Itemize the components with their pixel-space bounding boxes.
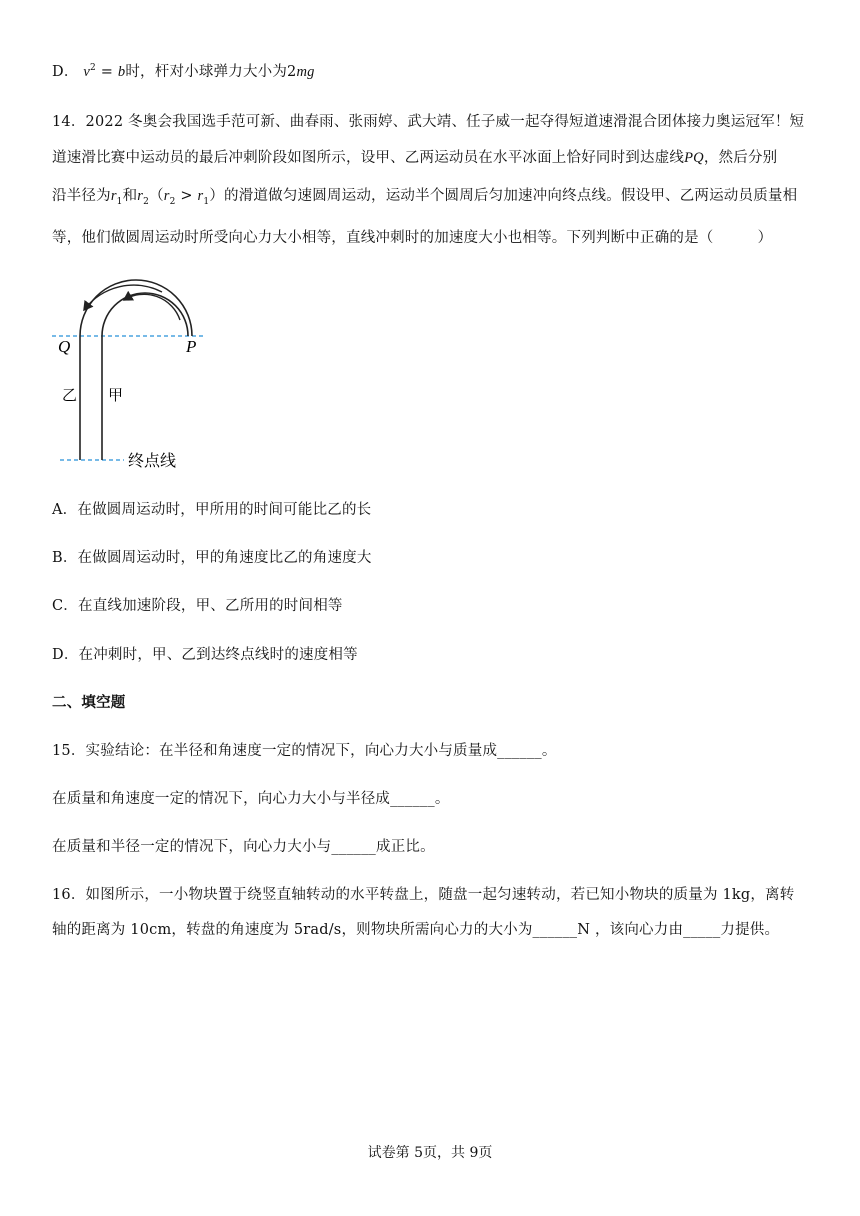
answer-blank: ______	[390, 791, 435, 807]
label-jia: 甲	[108, 386, 124, 404]
label-p: P	[186, 337, 197, 356]
label-q: Q	[58, 337, 71, 356]
q14-track-figure	[52, 270, 212, 475]
section-heading-fill-in: 二、填空题	[52, 694, 126, 711]
outer-track-yi	[80, 280, 192, 460]
text: 沿半径为	[52, 188, 111, 204]
text: 在质量和半径一定的情况下，向心力大小与	[52, 839, 332, 855]
text: 成正比。	[376, 839, 435, 855]
direction-arrow-inner	[124, 294, 180, 320]
var-mg: mg	[296, 64, 315, 80]
var-pq: PQ	[684, 150, 704, 166]
text: 和	[122, 188, 138, 204]
var-r2: r	[137, 188, 144, 204]
text: 力提供。	[720, 922, 780, 938]
inner-track-jia	[102, 293, 188, 460]
paren: （	[149, 188, 164, 204]
direction-arrow-outer	[84, 285, 162, 310]
text: 15．实验结论：在半径和角速度一定的情况下，向心力大小与质量成	[52, 743, 498, 759]
subscript: 2	[143, 196, 150, 207]
page-footer: 试卷第 5页，共 9页	[367, 1145, 493, 1161]
var-b: b	[117, 64, 126, 80]
q14-stem-line2	[52, 146, 777, 167]
paren: ）	[209, 188, 225, 204]
answer-blank: ______	[331, 839, 377, 855]
q15-line2	[52, 787, 450, 808]
q14-option-c: C．在直线加速阶段，甲、乙所用的时间相等	[52, 598, 343, 614]
text: N ，该向心力由	[577, 922, 684, 938]
option-text: 时，杆对小球弹力大小为	[125, 64, 288, 80]
equals: =	[95, 64, 118, 80]
subscript: 1	[116, 196, 123, 207]
q14-stem-line4: 等，他们做圆周运动时所受向心力大小相等，直线冲刺时的加速度大小也相等。下列判断中正确的是（ ）	[52, 230, 773, 246]
q16-line1: 16．如图所示，一小物块置于绕竖直轴转动的水平转盘上，随盘一起匀速转动，若已知小物块的质量为 1kg，离转	[52, 887, 795, 903]
q13-option-d	[52, 60, 315, 81]
answer-blank: _____	[683, 922, 721, 938]
text: 在质量和角速度一定的情况下，向心力大小与半径成	[52, 791, 391, 807]
option-label: D．	[52, 64, 79, 80]
q14-option-a: A．在做圆周运动时，甲所用的时间可能比乙的长	[52, 502, 372, 518]
var-v: v	[83, 64, 90, 80]
var-r1: r	[110, 188, 117, 204]
q14-stem-line3	[52, 184, 797, 207]
subscript: 1	[203, 196, 210, 207]
text: 。	[434, 791, 450, 807]
q14-stem-line1: 14．2022 冬奥会我国选手范可新、曲春雨、张雨婷、武大靖、任子威一起夺得短道速滑混合团体接力奥运冠军！短	[52, 114, 805, 130]
subscript: 2	[169, 196, 176, 207]
text: 的滑道做匀速圆周运动，运动半个圆周后匀加速冲向终点线。假设甲、乙两运动员质量相	[224, 188, 798, 204]
answer-blank: ______	[497, 743, 542, 759]
text: 道速滑比赛中运动员的最后冲刺阶段如图所示，设甲、乙两运动员在水平冰面上恰好同时到达虚线	[52, 150, 685, 166]
text: ，然后分别	[703, 150, 778, 166]
var-r2: r	[163, 188, 170, 204]
coefficient: 2	[287, 64, 297, 80]
q15-line1	[52, 739, 557, 760]
label-yi: 乙	[62, 386, 78, 404]
label-finish-line: 终点线	[128, 451, 177, 470]
text: 。	[541, 743, 557, 759]
q14-option-d: D．在冲刺时，甲、乙到达终点线时的速度相等	[52, 647, 358, 663]
gt: >	[175, 188, 198, 204]
q15-line3	[52, 835, 435, 856]
q16-line2	[52, 918, 779, 939]
answer-blank: ______	[532, 922, 578, 938]
exponent: 2	[89, 63, 96, 74]
q14-option-b: B．在做圆周运动时，甲的角速度比乙的角速度大	[52, 550, 372, 566]
text: 轴的距离为 10cm，转盘的角速度为 5rad/s，则物块所需向心力的大小为	[52, 922, 533, 938]
var-r1: r	[197, 188, 204, 204]
